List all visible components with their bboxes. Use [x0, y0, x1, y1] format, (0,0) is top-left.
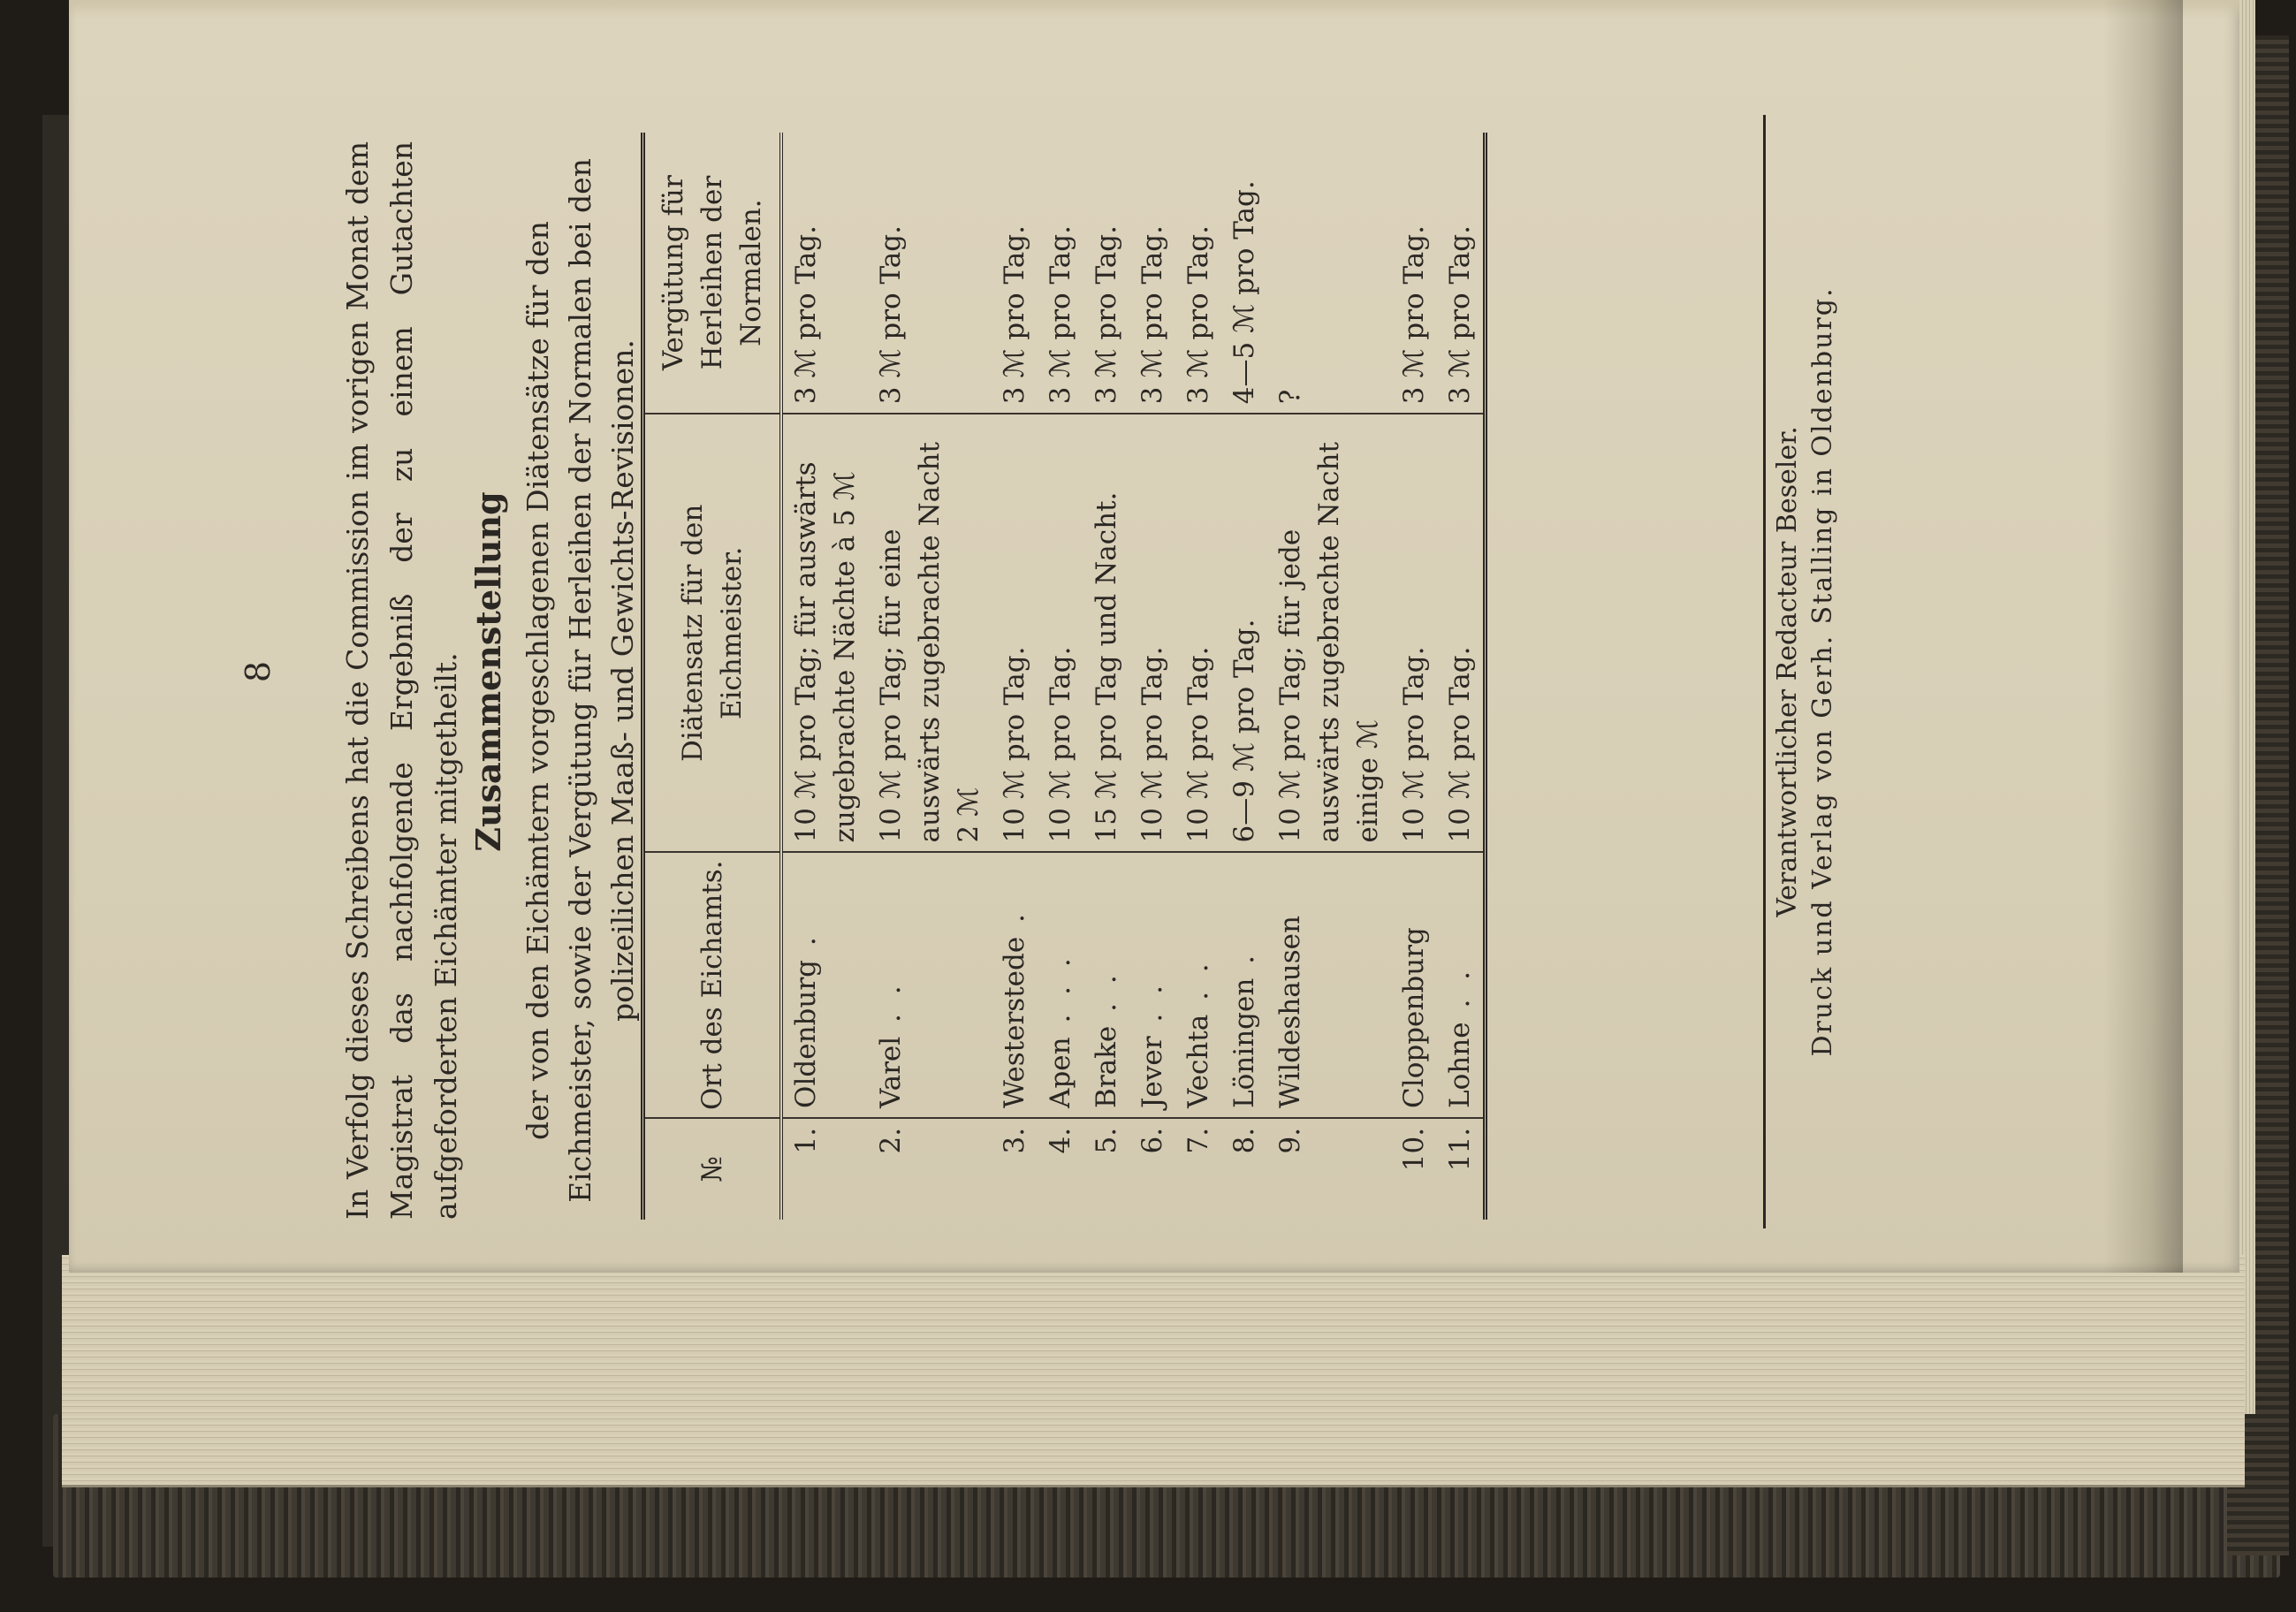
ort-name: Brake [1091, 1025, 1122, 1108]
table-row [1267, 133, 1391, 1220]
row-ort [992, 852, 1038, 1117]
row-verguetung: 3 ℳ pro Tag. [1038, 133, 1083, 414]
row-ort [1437, 852, 1486, 1117]
row-verguetung: 3 ℳ pro Tag. [1437, 133, 1486, 414]
leader-dots: . [999, 909, 1030, 937]
table-row [1175, 133, 1221, 1220]
table-row [781, 133, 868, 1220]
intro-paragraph: In Verfolg dieses Schreibens hat die Commission im vorigen Monat dem Magistrat das nachfolgende Ergebniß der zu einem Gutachten aufgeforderten Eichämter mitgetheilt. [340, 141, 463, 1220]
section-subtitle: der von den Eichämtern vorgeschlagenen Diätensätze für den Eichmeister, sowie der Vergütung für Herleihen der Normalen bei den polizeilichen Maaß- und Gewichts-Revisionen. [521, 158, 640, 1203]
section-heading: Zusammenstellung [468, 491, 508, 852]
row-diaetensatz: 10 ℳ pro Tag; für jede auswärts zugebrachte Nacht einige ℳ [1267, 414, 1391, 852]
row-diaetensatz: 10 ℳ pro Tag. [1391, 414, 1437, 852]
table-row [868, 133, 992, 1220]
leader-dots: . . [1137, 980, 1168, 1037]
row-ort [1175, 852, 1221, 1117]
header-normalen: Vergütung für Herleihen der Normalen. [643, 133, 782, 414]
ort-name: Westerstede [999, 936, 1030, 1108]
row-verguetung: 3 ℳ pro Tag. [781, 133, 868, 414]
table-row [1437, 133, 1486, 1220]
ort-name: Vechta [1182, 1014, 1214, 1108]
row-number: 10. [1398, 1127, 1430, 1172]
table-row [1391, 133, 1437, 1220]
ort-name: Cloppenburg [1398, 927, 1430, 1108]
page-content-rotated [18, 97, 1838, 1246]
row-diaetensatz: 10 ℳ pro Tag. [992, 414, 1038, 852]
row-verguetung: 3 ℳ pro Tag. [992, 133, 1038, 414]
header-ort: Ort des Eichamts. [643, 852, 782, 1117]
row-verguetung: 3 ℳ pro Tag. [1083, 133, 1129, 414]
row-diaetensatz: 15 ℳ pro Tag und Nacht. [1083, 414, 1129, 852]
row-ort [1083, 852, 1129, 1117]
ort-name: Oldenburg [790, 959, 822, 1108]
row-verguetung: 3 ℳ pro Tag. [1391, 133, 1437, 414]
leader-dots: . . . [1045, 953, 1076, 1038]
row-number: 3. [999, 1127, 1030, 1154]
ort-name: Wildeshausen [1274, 916, 1306, 1108]
header-nr: № [643, 1118, 782, 1220]
ort-name: Löningen [1228, 977, 1260, 1108]
leader-dots: . . [1182, 958, 1214, 1015]
row-diaetensatz: 10 ℳ pro Tag. [1129, 414, 1175, 852]
row-number: 5. [1091, 1127, 1122, 1154]
table-row [992, 133, 1038, 1220]
row-ort [1129, 852, 1175, 1117]
row-ort [1221, 852, 1267, 1117]
footer-printer: Druck und Verlag von Gerh. Stalling in Oldenburg. [1807, 286, 1838, 1057]
row-ort [868, 852, 992, 1117]
row-verguetung: 3 ℳ pro Tag. [868, 133, 992, 414]
leader-dots: . . [1444, 965, 1476, 1023]
ort-name: Jever [1137, 1036, 1168, 1108]
table-row [1038, 133, 1083, 1220]
row-verguetung: 4—5 ℳ pro Tag. [1221, 133, 1267, 414]
leader-dots: . . [1091, 969, 1122, 1026]
leader-dots: . . [875, 980, 907, 1037]
row-verguetung: 3 ℳ pro Tag. [1129, 133, 1175, 414]
header-eichmeister: Diätensatz für den Eichmeister. [643, 414, 782, 852]
row-ort [1391, 852, 1437, 1117]
leader-dots: . [790, 931, 822, 960]
row-diaetensatz: 10 ℳ pro Tag. [1038, 414, 1083, 852]
table-row [1221, 133, 1267, 1220]
row-number: 2. [875, 1127, 907, 1154]
row-number: 6. [1137, 1127, 1168, 1154]
table-body [781, 133, 1486, 1220]
row-ort [781, 852, 868, 1117]
row-number: 4. [1045, 1127, 1076, 1154]
page-stack-bottom [62, 1255, 2245, 1487]
row-number: 9. [1274, 1127, 1306, 1154]
ort-name: Varel [875, 1036, 907, 1108]
table-row [1083, 133, 1129, 1220]
row-verguetung: ? [1267, 133, 1391, 414]
ort-name: Lohne [1444, 1022, 1476, 1108]
row-ort [1267, 852, 1391, 1117]
page-top-edge [69, 0, 2239, 19]
spine-shadow [2103, 0, 2183, 1273]
row-diaetensatz: 10 ℳ pro Tag. [1437, 414, 1486, 852]
row-verguetung: 3 ℳ pro Tag. [1175, 133, 1221, 414]
row-diaetensatz: 10 ℳ pro Tag; für eine auswärts zugebrachte Nacht 2 ℳ [868, 414, 992, 852]
row-diaetensatz: 10 ℳ pro Tag; für auswärts zugebrachte Nächte à 5 ℳ [781, 414, 868, 852]
footer-editor: Verantwortlicher Redacteur Beseler. [1772, 426, 1803, 917]
row-number: 11. [1437, 1118, 1486, 1220]
row-diaetensatz: 10 ℳ pro Tag. [1175, 414, 1221, 852]
row-number: 7. [1182, 1127, 1214, 1154]
page-number: 8 [239, 660, 277, 683]
ort-name: Apen [1045, 1037, 1076, 1108]
table-header-row [643, 133, 782, 1220]
leader-dots: . [1228, 949, 1260, 978]
row-number: 1. [790, 1127, 822, 1154]
table-row [1129, 133, 1175, 1220]
row-diaetensatz: 6—9 ℳ pro Tag. [1221, 414, 1267, 852]
row-number: 8. [1228, 1127, 1260, 1154]
footer-rule [1763, 115, 1766, 1228]
eichamt-table [641, 133, 1487, 1220]
row-ort [1038, 852, 1083, 1117]
